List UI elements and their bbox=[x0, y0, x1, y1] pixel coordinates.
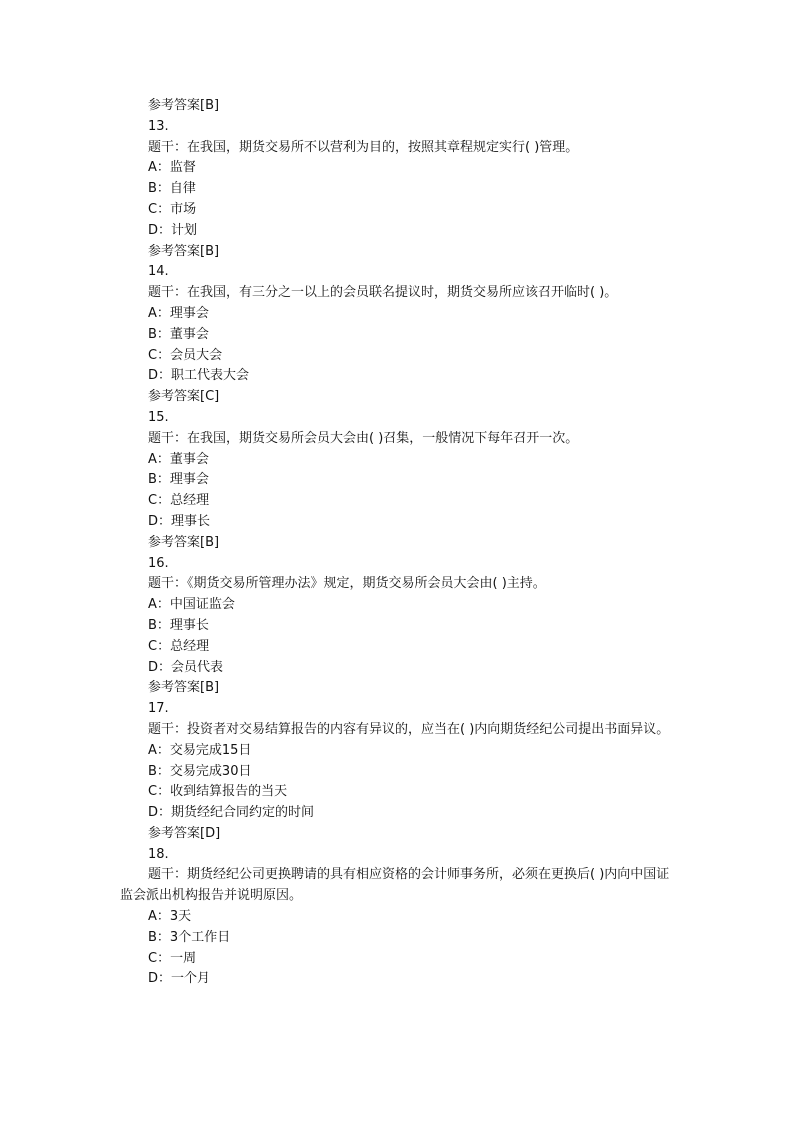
option-line: B：董事会 bbox=[148, 326, 209, 342]
option-line: C：市场 bbox=[148, 201, 197, 217]
question-stem: 题干：在我国，有三分之一以上的会员联名提议时，期货交易所应该召开临时( )。 bbox=[148, 285, 618, 301]
answer-line: 参考答案[B] bbox=[148, 98, 220, 113]
question-number: 14. bbox=[148, 264, 169, 280]
option-line: C：总经理 bbox=[148, 638, 210, 654]
option-line: D：一个月 bbox=[148, 971, 211, 987]
question-stem: 题干：《期货交易所管理办法》规定，期货交易所会员大会由( )主持。 bbox=[148, 576, 546, 592]
option-line: A：交易完成15日 bbox=[148, 742, 252, 758]
question-number: 18. bbox=[148, 846, 169, 862]
option-line: B：自律 bbox=[148, 181, 196, 197]
document-body bbox=[120, 96, 680, 990]
answer-line: 参考答案[C] bbox=[148, 389, 220, 405]
option-line: C：会员大会 bbox=[148, 347, 223, 363]
option-line: B：理事长 bbox=[148, 617, 209, 633]
question-number: 17. bbox=[148, 701, 169, 717]
option-line: C：总经理 bbox=[148, 493, 210, 509]
option-line: A：3天 bbox=[148, 909, 192, 925]
option-line: D：理事长 bbox=[148, 513, 211, 529]
option-line: D：计划 bbox=[148, 222, 198, 238]
option-line: A：理事会 bbox=[148, 305, 209, 321]
option-line: A：中国证监会 bbox=[148, 597, 235, 613]
option-line: B：3个工作日 bbox=[148, 929, 231, 945]
question-stem: 题干：期货经纪公司更换聘请的具有相应资格的会计师事务所，必须在更换后( )内向中国证监会派出机构报告并说明原因。 bbox=[120, 867, 670, 904]
option-line: D：会员代表 bbox=[148, 659, 224, 675]
question-stem: 题干：在我国，期货交易所不以营利为目的，按照其章程规定实行( )管理。 bbox=[148, 139, 579, 155]
option-line: D：职工代表大会 bbox=[148, 368, 250, 384]
question-number: 16. bbox=[148, 555, 169, 571]
question-stem: 题干：在我国，期货交易所会员大会由( )召集，一般情况下每年召开一次。 bbox=[148, 430, 579, 446]
option-line: D：期货经纪合同约定的时间 bbox=[148, 805, 315, 821]
answer-line: 参考答案[B] bbox=[148, 680, 220, 696]
option-line: A：监督 bbox=[148, 160, 196, 176]
answer-line: 参考答案[D] bbox=[148, 825, 221, 841]
option-line: C：收到结算报告的当天 bbox=[148, 784, 288, 800]
question-number: 15. bbox=[148, 409, 169, 425]
option-line: B：理事会 bbox=[148, 472, 209, 488]
question-stem: 题干：投资者对交易结算报告的内容有异议的，应当在( )内向期货经纪公司提出书面异议。 bbox=[148, 721, 670, 737]
option-line: B：交易完成30日 bbox=[148, 763, 252, 779]
answer-line: 参考答案[B] bbox=[148, 534, 220, 550]
answer-line: 参考答案[B] bbox=[148, 243, 220, 259]
question-number: 13. bbox=[148, 118, 169, 134]
option-line: C：一周 bbox=[148, 950, 197, 966]
option-line: A：董事会 bbox=[148, 451, 209, 467]
